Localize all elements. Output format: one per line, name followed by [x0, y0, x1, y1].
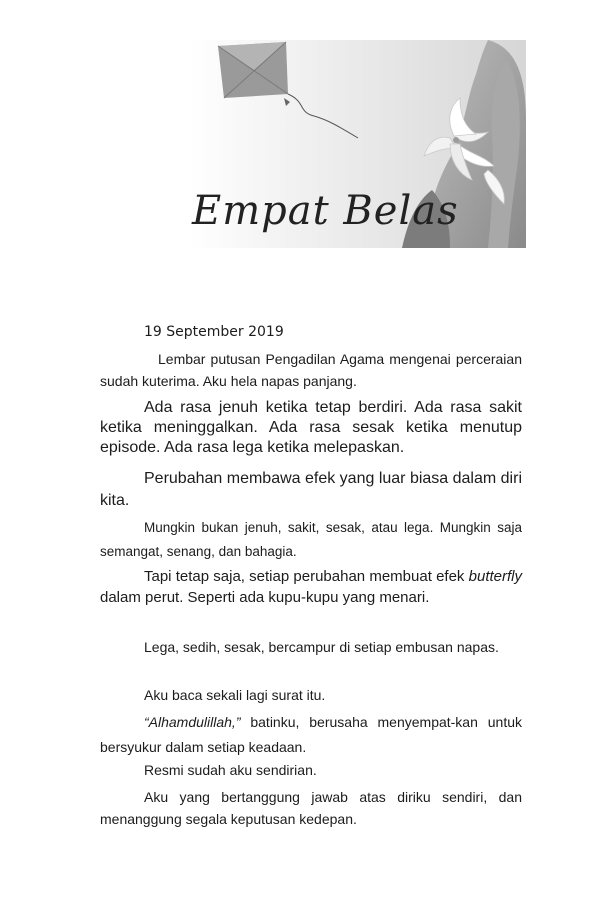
paragraph	[100, 684, 522, 706]
paragraph	[100, 710, 522, 760]
paragraph-text: Aku baca sekali lagi surat itu.	[144, 687, 326, 703]
paragraph-text: Resmi sudah aku sendirian.	[144, 762, 317, 778]
paragraph-text: dalam perut. Seperti ada kupu-kupu yang menari.	[100, 589, 430, 606]
italic-term: “Alhamdulillah,”	[144, 714, 241, 730]
paragraph	[100, 348, 522, 392]
paragraph	[100, 566, 522, 608]
paragraph-text: Perubahan membawa efek yang luar biasa dalam diri kita.	[100, 470, 522, 509]
paragraph-text: Mungkin bukan jenuh, sakit, sesak, atau lega. Mungkin saja semangat, senang, dan bahagia.	[100, 520, 522, 559]
paragraph-text: Aku yang bertanggung jawab atas diriku sendiri, dan menanggung segala keputusan kedepan.	[100, 789, 522, 827]
diary-date: 19 September 2019	[144, 324, 284, 340]
chapter-title: Empat Belas	[192, 188, 459, 234]
paragraph	[100, 516, 522, 564]
paragraph-text: Lega, sedih, sesak, bercampur di setiap embusan napas.	[144, 639, 499, 655]
paragraph-text: batinku, berusaha menyempat-kan untuk bersyukur dalam setiap keadaan.	[100, 714, 522, 755]
paragraph-text: Lembar putusan Pengadilan Agama mengenai perceraian sudah kuterima. Aku hela napas panjang.	[100, 351, 522, 389]
paragraph	[100, 468, 522, 512]
paragraph	[100, 398, 522, 458]
paragraph	[100, 786, 522, 830]
paragraph	[100, 760, 522, 780]
paragraph	[100, 636, 522, 659]
paragraph-text: Tapi tetap saja, setiap perubahan membuat efek	[144, 568, 465, 585]
paragraph-text: Ada rasa jenuh ketika tetap berdiri. Ada rasa sakit ketika meninggalkan. Ada rasa sesak ketika menutup episode. Ada rasa lega ketika melepaskan.	[100, 399, 522, 456]
italic-term: butterfly	[468, 568, 522, 585]
